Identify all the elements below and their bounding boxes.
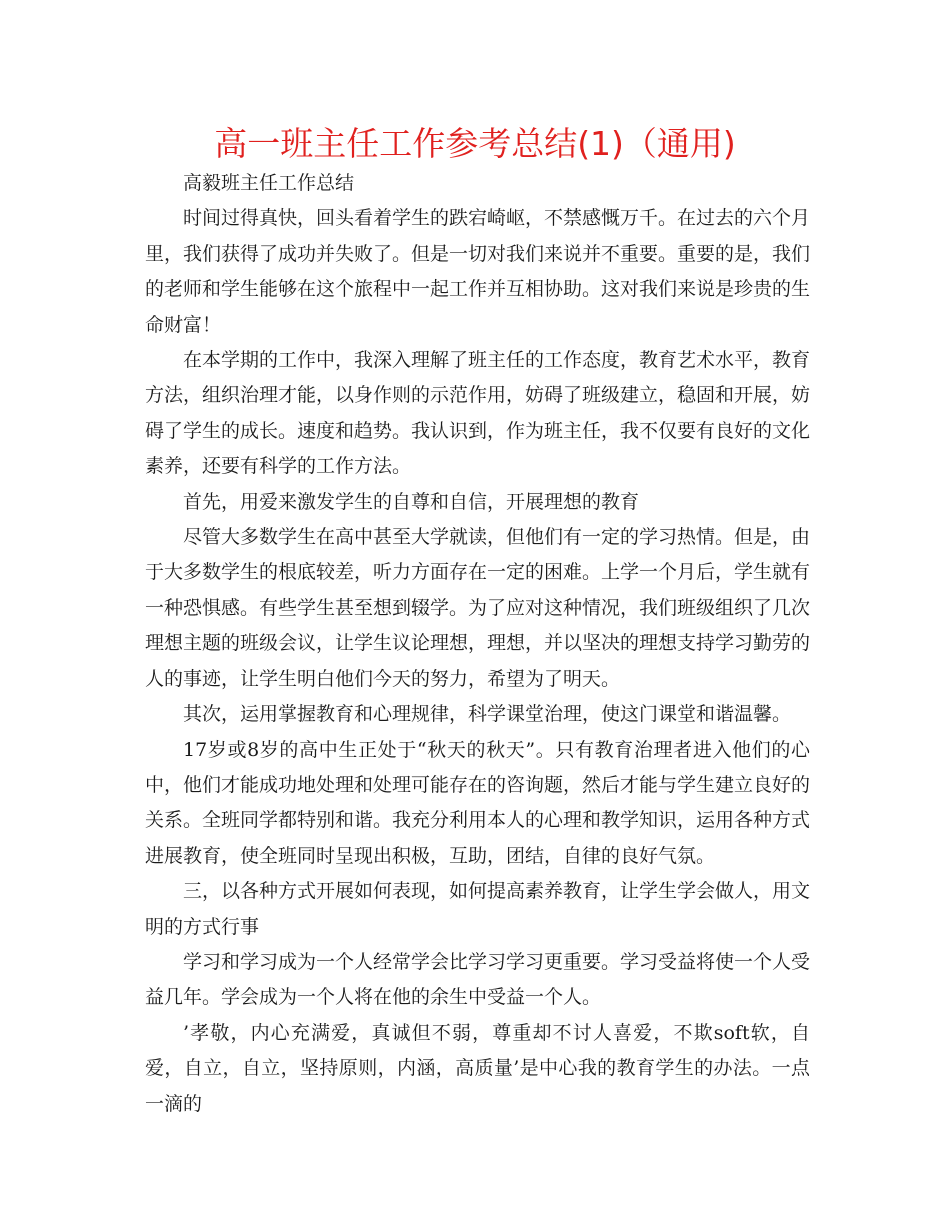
paragraph-subtitle: 高毅班主任工作总结 — [183, 172, 355, 194]
paragraph: 学习和学习成为一个人经常学会比学习学习更重要。学习受益将使一个人受益几年。学会成为一个人将在他的余生中受益一个人。 — [145, 950, 811, 1009]
paragraph: 尽管大多数学生在高中甚至大学就读，但他们有一定的学习热情。但是，由于大多数学生的根底较差，听力方面存在一定的困难。上学一个月后，学生就有一种恐惧感。有些学生甚至想到辍学。为了应对这种情况，我们班级组织了几次理想主题的班级会议，让学生议论理想，理想，并以坚决的理想支持学习勤劳的人的事迹，让学生明白他们今天的努力，希望为了明天。 — [145, 526, 811, 690]
paragraph: 其次，运用掌握教育和心理规律，科学课堂治理，使这门课堂和谐温馨。 — [183, 703, 792, 726]
paragraph: 三，以各种方式开展如何表现，如何提高素养教育，让学生学会做人，用文明的方式行事 — [145, 880, 811, 938]
paragraph: 在本学期的工作中，我深入理解了班主任的工作态度，教育艺术水平，教育方法，组织治理才能，以身作则的示范作用，妨碍了班级建立，稳固和开展，妨碍了学生的成长。速度和趋势。我认识到，作为班主任，我不仅要有良好的文化素养，还要有科学的工作方法。 — [145, 349, 811, 478]
paragraph: 17岁或8岁的高中生正处于“秋天的秋天”。只有教育治理者进入他们的心中，他们才能成功地处理和处理可能存在的咨询题，然后才能与学生建立良好的关系。全班同学都特别和谐。我充分利用本人的心理和教学知识，运用各种方式进展教育，使全班同时呈现出积极，互助，团结，自律的良好气氛。 — [145, 738, 811, 867]
paragraph: 时间过得真快，回头看着学生的跌宕崎岖，不禁感慨万千。在过去的六个月里，我们获得了成功并失败了。但是一切对我们来说并不重要。重要的是，我们的老师和学生能够在这个旅程中一起工作并互相协助。这对我们来说是珍贵的生命财富！ — [145, 207, 811, 336]
document-body — [145, 166, 810, 1122]
document-title: 高一班主任工作参考总结(1)（通用) — [214, 124, 736, 163]
paragraph: 首先，用爱来激发学生的自尊和自信，开展理想的教育 — [183, 490, 640, 513]
paragraph: ’孝敬，内心充满爱，真诚但不弱，尊重却不讨人喜爱，不欺soft软，自爱，自立，自立，坚持原则，内涵，高质量’是中心我的教育学生的办法。一点一滴的 — [145, 1021, 810, 1115]
